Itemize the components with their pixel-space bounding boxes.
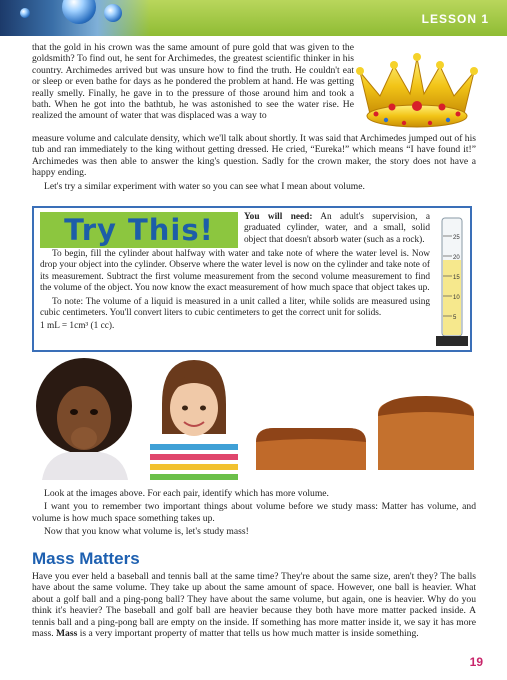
- mass-body-end: is a very important property of matter that tells us how much matter is inside something.: [79, 628, 419, 640]
- images-paragraph: Now that you know what volume is, let's study mass!: [44, 526, 249, 538]
- mass-section: [32, 571, 476, 639]
- header-bar: [0, 0, 507, 36]
- cylinder-tick-label: 15: [453, 275, 460, 281]
- story-text: measure volume and calculate density, which we'll talk about shortly. It was said that Archimedes jumped out of his tub and ran immediately to the king without getting dressed. He cried, “Eureka!” which means “I have found it!” Archimedes was then able to answer the king's question. Sadly for the crown maker, the story does not have a happy ending.: [32, 133, 476, 179]
- section-heading: Mass Matters: [32, 549, 140, 568]
- try-this-instructions: [40, 249, 430, 333]
- cylinder-tick-label: 25: [453, 235, 460, 241]
- story-paragraph-continued: [32, 133, 476, 192]
- volume-comparison-images: [34, 356, 474, 480]
- bread-large-photo: [378, 396, 474, 470]
- mass-term: Mass: [56, 628, 78, 640]
- story-paragraph: [32, 42, 354, 122]
- mass-paragraph: [32, 571, 476, 639]
- bubble-icon: [20, 8, 30, 18]
- conversion-text: 1 mL = 1cm³ (1 cc).: [40, 321, 115, 332]
- bubble-icon: [104, 4, 122, 22]
- story-text: Let's try a similar experiment with water so you can see what I mean about volume.: [44, 180, 365, 192]
- cylinder-tick-label: 5: [453, 315, 457, 321]
- images-paragraph: Look at the images above. For each pair, identify which has more volume.: [44, 488, 329, 499]
- girl-photo-2: [150, 360, 238, 480]
- images-text: [32, 488, 476, 538]
- bread-small-photo: [256, 428, 366, 470]
- try-this-title: Try This!: [64, 213, 214, 247]
- instructions-text: To begin, fill the cylinder about halfway with water and take note of where the water level is. Now drop your object into the cylinder. Observe where the water level is now on the cylinder and take note of its measurement. Subtract the first volume measurement from the second volume measurement to find the volume of the object. You now know the exact measurement of how much space that object takes up.: [40, 249, 430, 294]
- cylinder-tick-label: 20: [453, 255, 460, 261]
- graduated-cylinder-icon: [434, 214, 470, 350]
- try-this-needs: [244, 212, 430, 246]
- cylinder-tick-label: 10: [453, 295, 460, 301]
- story-text: that the gold in his crown was the same amount of pure gold that was given to the goldsmith? To find out, he sent for Archimedes, the greatest scientific thinker in his country. Archimedes arrived but was unsure how to find the truth. He couldn't eat or sleep or even bathe for days as he pondered the problem at hand. He was getting really smelly. Finally, he gave in to the pressure of those around him and took a bath. When he got into the bathtub, he was astonished to see the water rise. He realized the amount of water that was displaced was a way to: [32, 42, 354, 122]
- crown-image: [352, 52, 482, 132]
- page-number: 19: [469, 655, 483, 669]
- mass-body: Have you ever held a baseball and tennis ball at the same time? They're about the same size, aren't they? The balls have about the same volume. They take up about the same amount of space. However, one ball is heavier. What about a golf ball and a ping-pong ball? They have about the same volume, but again, one is heavier. Why do you think it's heavier? The baseball and golf ball are heavier because they both have more matter packed inside. A tennis ball and a ping-pong ball are empty on the inside. If something has more matter inside it, we say it has more mass.: [32, 571, 476, 640]
- girl-photo-1: [36, 358, 132, 480]
- need-text: An adult's supervision, a graduated cylinder, water, and a small, solid object that doesn't absorb water (such as a rock).: [244, 212, 430, 245]
- try-this-title-banner: [40, 212, 238, 248]
- lesson-label: LESSON 1: [421, 12, 489, 26]
- try-this-box: [32, 206, 472, 352]
- images-paragraph: I want you to remember two important things about volume before we study mass: Matter has volume, and volume is how much space something takes up.: [32, 501, 476, 524]
- need-label: You will need:: [244, 212, 313, 222]
- note-text: To note: The volume of a liquid is measured in a unit called a liter, while solids are measured using cubic centimeters. You'll convert liters to cubic centimeters to get the correct unit for solids.: [40, 296, 430, 319]
